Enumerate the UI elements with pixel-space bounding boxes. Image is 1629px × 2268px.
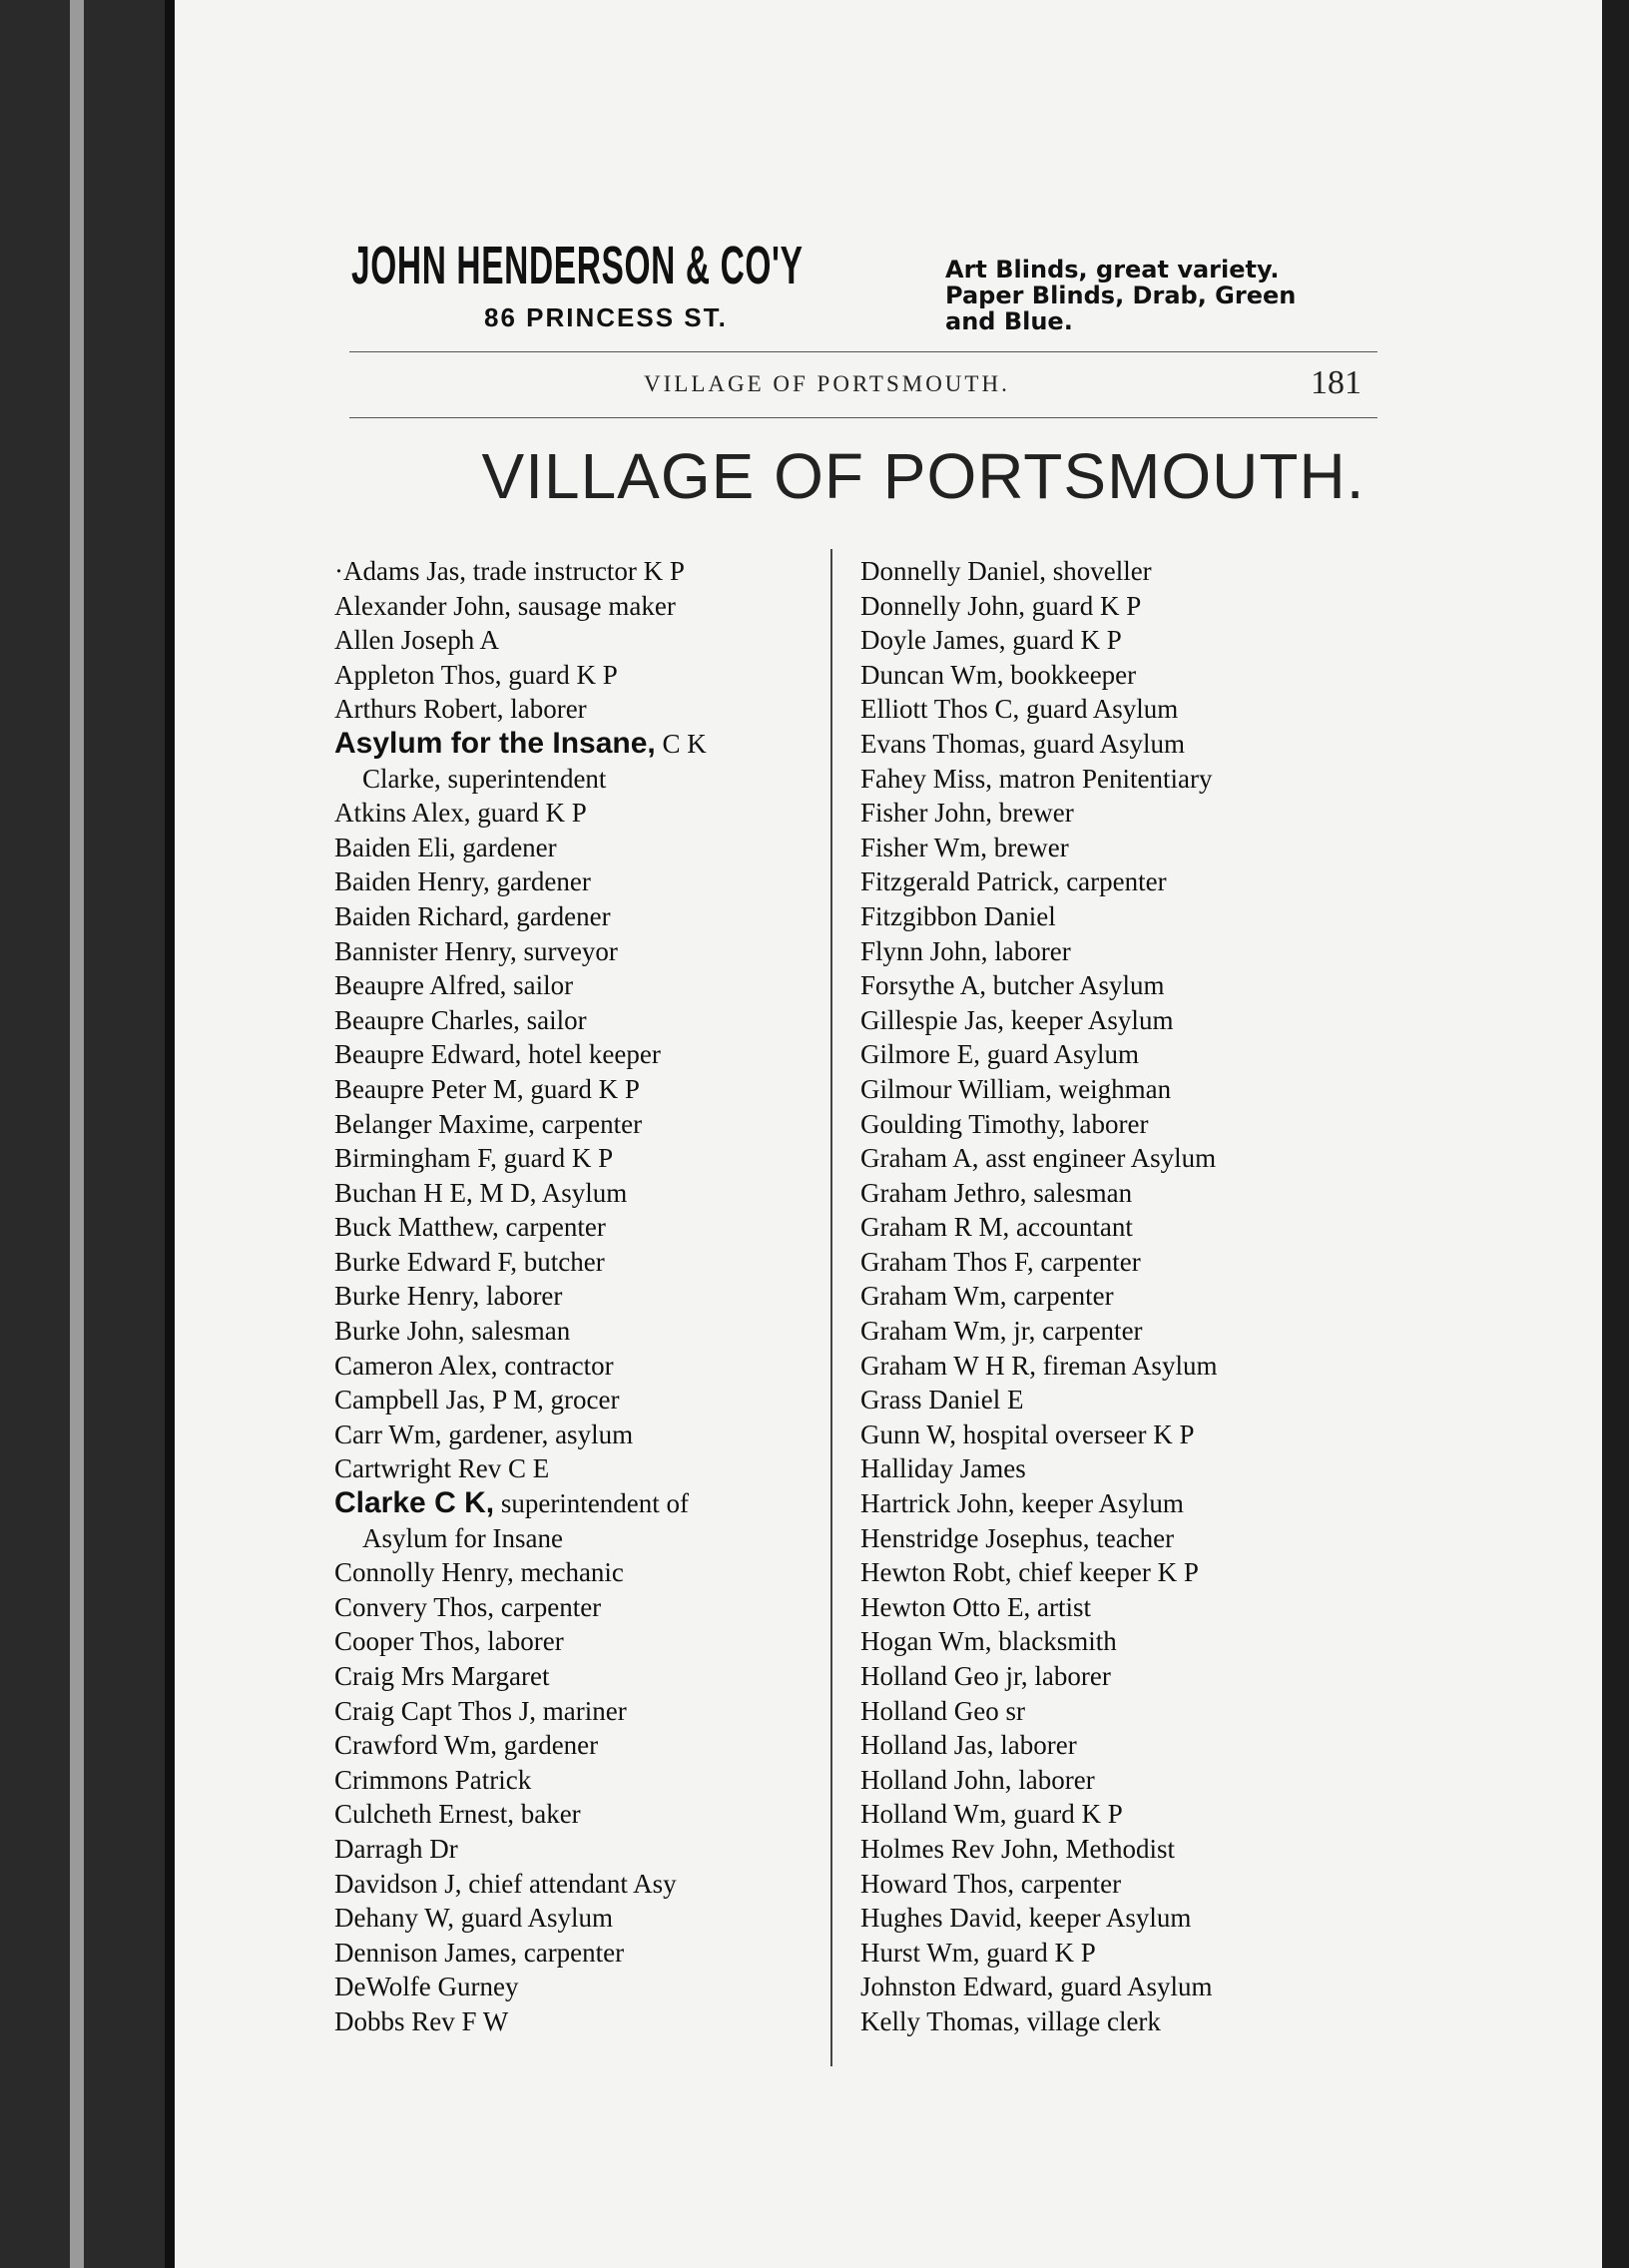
directory-entry: Appleton Thos, guard K P — [334, 659, 618, 690]
directory-entry: Duncan Wm, bookkeeper — [860, 659, 1137, 690]
directory-entry: Howard Thos, carpenter — [860, 1868, 1122, 1899]
scan-left-margin — [0, 0, 165, 2268]
directory-entry: Alexander John, sausage maker — [334, 590, 676, 621]
directory-entry: Beaupre Alfred, sailor — [334, 970, 574, 1001]
directory-entry: Holland Geo sr — [860, 1695, 1025, 1726]
directory-entry: Gillespie Jas, keeper Asylum — [860, 1004, 1174, 1035]
directory-entry: Cameron Alex, contractor — [334, 1350, 614, 1381]
directory-entry: Campbell Jas, P M, grocer — [334, 1385, 620, 1416]
directory-entry: Fisher John, brewer — [860, 798, 1074, 829]
left-column — [334, 554, 814, 2039]
directory-entry: Davidson J, chief attendant Asy — [334, 1868, 677, 1899]
directory-entry: Forsythe A, butcher Asylum — [860, 970, 1165, 1001]
ad-blurb — [945, 257, 1404, 334]
column-divider — [830, 549, 832, 2066]
entry-bold-name: Asylum for the Insane, — [334, 726, 656, 760]
directory-entry: Fahey Miss, matron Penitentiary — [860, 763, 1213, 794]
directory-entry — [334, 727, 814, 762]
directory-entry: Hughes David, keeper Asylum — [860, 1903, 1192, 1934]
header-rule-bottom — [349, 417, 1377, 418]
ad-blurb-line: and Blue. — [945, 307, 1073, 335]
entry-bold-name: Clarke C K, — [334, 1486, 495, 1520]
directory-entry: Burke John, salesman — [334, 1316, 571, 1347]
directory-entry: Johnston Edward, guard Asylum — [860, 1972, 1213, 2002]
directory-entry: Flynn John, laborer — [860, 935, 1071, 966]
directory-entry: Gilmour William, weighman — [860, 1073, 1172, 1104]
directory-entry: Cooper Thos, laborer — [334, 1626, 564, 1657]
directory-entry: Holland John, laborer — [860, 1764, 1095, 1795]
directory-entry: Graham R M, accountant — [860, 1212, 1133, 1243]
entry-detail: C K — [655, 728, 707, 759]
directory-entry: ·Adams Jas, trade instructor K P — [334, 556, 685, 586]
directory-entry: Graham Wm, carpenter — [860, 1281, 1114, 1312]
page-title: VILLAGE OF PORTSMOUTH. — [481, 440, 1365, 512]
directory-entry: Baiden Henry, gardener — [334, 866, 591, 897]
directory-entry: Kelly Thomas, village clerk — [860, 2005, 1161, 2036]
directory-entry: Hurst Wm, guard K P — [860, 1937, 1096, 1968]
directory-entry: Evans Thomas, guard Asylum — [860, 728, 1185, 759]
directory-entry: Gilmore E, guard Asylum — [860, 1039, 1139, 1070]
directory-entry: Darragh Dr — [334, 1833, 458, 1864]
directory-entry: Halliday James — [860, 1453, 1026, 1484]
directory-entry: Craig Capt Thos J, mariner — [334, 1695, 627, 1726]
directory-entry: Bannister Henry, surveyor — [334, 935, 618, 966]
directory-entry: Doyle James, guard K P — [860, 625, 1122, 656]
directory-entry: Graham A, asst engineer Asylum — [860, 1143, 1217, 1174]
directory-entry: Dennison James, carpenter — [334, 1937, 625, 1968]
directory-entry: Donnelly John, guard K P — [860, 590, 1142, 621]
directory-entry: Asylum for Insane — [362, 1522, 563, 1553]
directory-entry: Holmes Rev John, Methodist — [860, 1833, 1175, 1864]
advertisement — [165, 235, 1602, 344]
directory-entry: Craig Mrs Margaret — [334, 1661, 550, 1691]
directory-entry: Culcheth Ernest, baker — [334, 1799, 581, 1830]
ad-address: 86 PRINCESS ST. — [484, 302, 728, 332]
directory-entry: Grass Daniel E — [860, 1385, 1024, 1416]
directory-entry: Donnelly Daniel, shoveller — [860, 556, 1152, 586]
directory-entry: Burke Edward F, butcher — [334, 1246, 605, 1277]
directory-entry: Clarke, superintendent — [362, 763, 607, 794]
directory-entry: Fisher Wm, brewer — [860, 832, 1069, 862]
directory-entry: Baiden Eli, gardener — [334, 832, 557, 862]
directory-entry: Henstridge Josephus, teacher — [860, 1522, 1175, 1553]
directory-entry: Holland Jas, laborer — [860, 1730, 1077, 1761]
header-rule-top — [349, 351, 1377, 352]
directory-entry: Goulding Timothy, laborer — [860, 1108, 1149, 1139]
directory-entry: Beaupre Charles, sailor — [334, 1004, 587, 1035]
directory-entry: Hartrick John, keeper Asylum — [860, 1488, 1184, 1519]
directory-entry: Belanger Maxime, carpenter — [334, 1108, 643, 1139]
directory-entry: Hewton Otto E, artist — [860, 1591, 1091, 1622]
directory-entry: Holland Wm, guard K P — [860, 1799, 1123, 1830]
directory-entry: Graham Jethro, salesman — [860, 1177, 1133, 1208]
directory-entry — [334, 1486, 814, 1521]
directory-entry: Crawford Wm, gardener — [334, 1730, 599, 1761]
directory-entry: Birmingham F, guard K P — [334, 1143, 614, 1174]
directory-entry: Dehany W, guard Asylum — [334, 1903, 613, 1934]
page-number: 181 — [1311, 364, 1361, 401]
ad-company-name: JOHN HENDERSON & CO'Y — [351, 236, 804, 295]
directory-entry: Carr Wm, gardener, asylum — [334, 1418, 634, 1449]
adjacent-page-edge — [70, 0, 84, 2268]
directory-entry: Buchan H E, M D, Asylum — [334, 1177, 628, 1208]
right-column — [860, 554, 1559, 2039]
directory-entry: DeWolfe Gurney — [334, 1972, 519, 2002]
directory-entry: Cartwright Rev C E — [334, 1453, 550, 1484]
directory-entry: Baiden Richard, gardener — [334, 900, 611, 931]
directory-entry: Beaupre Edward, hotel keeper — [334, 1039, 661, 1070]
directory-entry: Atkins Alex, guard K P — [334, 798, 587, 829]
directory-entry: Hewton Robt, chief keeper K P — [860, 1557, 1199, 1588]
directory-entry: Allen Joseph A — [334, 625, 499, 656]
ad-blurb-line: Paper Blinds, Drab, Green — [945, 282, 1297, 309]
directory-entry: Fitzgibbon Daniel — [860, 900, 1056, 931]
directory-entry: Connolly Henry, mechanic — [334, 1557, 624, 1588]
directory-entry: Buck Matthew, carpenter — [334, 1212, 606, 1243]
directory-entry: Convery Thos, carpenter — [334, 1591, 602, 1622]
directory-entry: Dobbs Rev F W — [334, 2005, 509, 2036]
directory-entry: Graham Thos F, carpenter — [860, 1246, 1141, 1277]
directory-page — [165, 0, 1602, 2268]
directory-entry: Graham Wm, jr, carpenter — [860, 1316, 1143, 1347]
directory-entry: Graham W H R, fireman Asylum — [860, 1350, 1218, 1381]
directory-entry: Arthurs Robert, laborer — [334, 694, 587, 725]
running-head: VILLAGE OF PORTSMOUTH. — [644, 371, 1010, 396]
entry-detail: superintendent of — [494, 1488, 690, 1519]
directory-entry: Beaupre Peter M, guard K P — [334, 1073, 640, 1104]
directory-entry: Fitzgerald Patrick, carpenter — [860, 866, 1167, 897]
directory-entry: Elliott Thos C, guard Asylum — [860, 694, 1179, 725]
ad-blurb-line: Art Blinds, great variety. — [945, 256, 1280, 284]
directory-entry: Holland Geo jr, laborer — [860, 1661, 1111, 1691]
directory-entry: Burke Henry, laborer — [334, 1281, 563, 1312]
directory-entry: Hogan Wm, blacksmith — [860, 1626, 1117, 1657]
directory-entry: Crimmons Patrick — [334, 1764, 532, 1795]
directory-entry: Gunn W, hospital overseer K P — [860, 1418, 1195, 1449]
